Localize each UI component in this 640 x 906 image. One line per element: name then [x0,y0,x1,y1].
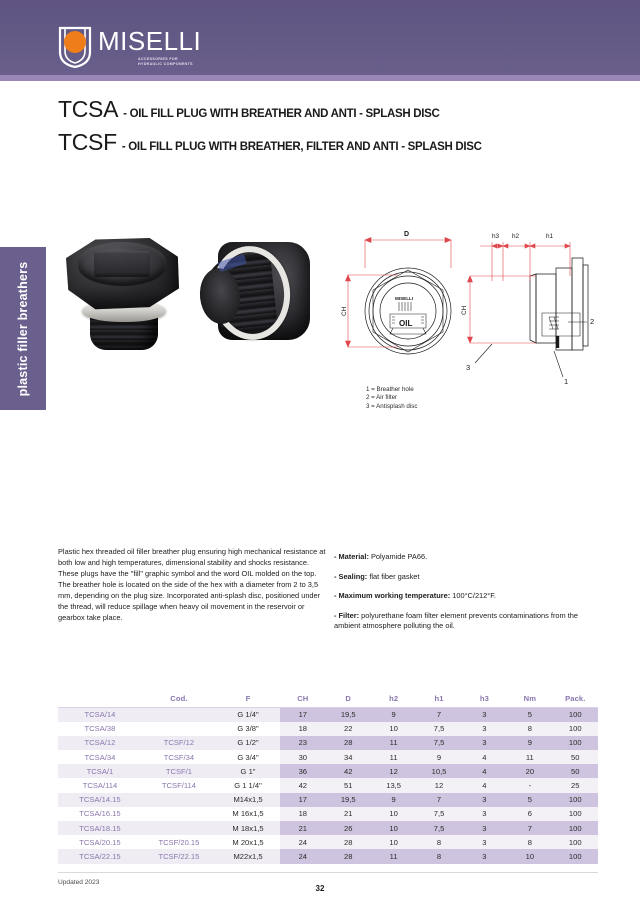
table-cell-d: 28 [326,736,371,750]
table-cell-d: 51 [326,778,371,792]
table-header-d: D [326,692,371,708]
drawing-dim-D: D [404,231,410,238]
table-cell-ch: 36 [280,764,325,778]
table-cell-f: M14x1,5 [216,793,280,807]
table-cell-cod2 [142,722,216,736]
table-cell-h3: 3 [462,722,507,736]
table-cell-pack: 100 [553,736,598,750]
logo-wordmark [98,26,201,67]
table-cell-pack: 100 [553,793,598,807]
drawing-callout-1: 1 [564,377,569,386]
spec-material-label: - Material: [334,552,369,561]
table-cell-d: 28 [326,849,371,863]
table-cell-h1: 7,5 [416,807,461,821]
footer-divider [58,872,598,873]
table-cell-h1: 8 [416,835,461,849]
table-cell-h2: 11 [371,849,416,863]
table-cell-ch: 18 [280,722,325,736]
table-cell-h2: 11 [371,736,416,750]
table-cell-f: G 1/4" [216,708,280,722]
table-cell-f: G 1/2" [216,736,280,750]
table-cell-cod2: TCSF/1 [142,764,216,778]
table-cell-nm: 7 [507,821,552,835]
table-cell-h1: 10,5 [416,764,461,778]
table-cell-h3: 3 [462,708,507,722]
legend-item-2: 2 = Air filter [366,394,398,402]
table-cell-cod1: TCSA/22.15 [58,849,142,863]
plug1-oil-emboss [94,251,150,277]
table-cell-f: M22x1,5 [216,849,280,863]
table-cell-d: 19,5 [326,708,371,722]
table-cell-h2: 10 [371,807,416,821]
footer-updated-label: Updated 2023 [58,879,100,886]
table-cell-pack: 100 [553,821,598,835]
product-code-tcsf: TCSF [58,129,117,155]
table-header-h2: h2 [371,692,416,708]
table-cell-h2: 10 [371,835,416,849]
drawing-cap-word: OIL [399,319,413,328]
table-cell-ch: 30 [280,750,325,764]
spec-material [334,552,596,563]
table-cell-cod2 [142,807,216,821]
spec-temperature [334,591,596,602]
dimensions-table-body [58,708,598,864]
logo-company-name: MISELLI [98,26,202,56]
table-header-ch: CH [280,692,325,708]
drawing-dim-CH-section: CH [461,305,468,315]
product-photo-hex-plug-angled [196,242,316,347]
spec-temperature-value: 100°C/212°F. [450,591,496,600]
product-photos [58,232,326,357]
table-cell-d: 42 [326,764,371,778]
table-row [58,750,598,764]
table-cell-f: G 3/4" [216,750,280,764]
table-cell-h1: 9 [416,750,461,764]
table-cell-d: 21 [326,807,371,821]
table-cell-nm: 20 [507,764,552,778]
table-cell-cod2 [142,708,216,722]
table-cell-h3: 3 [462,835,507,849]
table-cell-cod1: TCSA/12 [58,736,142,750]
table-cell-h1: 7 [416,708,461,722]
table-cell-cod1: TCSA/14.15 [58,793,142,807]
table-row [58,764,598,778]
table-cell-h3: 3 [462,821,507,835]
table-row [58,807,598,821]
table-row [58,821,598,835]
product-photo-hex-plug-top [64,238,182,350]
logo-tagline-line1: ACCESSORIES FOR [138,57,178,61]
table-cell-nm: 5 [507,708,552,722]
table-cell-f: M 20x1,5 [216,835,280,849]
table-cell-f: G 1 1/4" [216,778,280,792]
table-cell-nm: 6 [507,807,552,821]
drawing-dim-h3: h3 [492,233,500,240]
table-cell-d: 26 [326,821,371,835]
drawing-cap-brand: MISELLI [395,296,414,301]
table-cell-ch: 23 [280,736,325,750]
drawing-dim-CH-front: CH [341,306,348,316]
category-side-tab-label: plastic filler breathers [16,261,30,396]
table-cell-cod2 [142,821,216,835]
table-row [58,708,598,722]
footer-page-number: 32 [315,884,325,893]
category-side-tab [0,247,46,410]
table-cell-cod2: TCSF/114 [142,778,216,792]
drawing-callout-3: 3 [466,363,471,372]
table-cell-h1: 12 [416,778,461,792]
spec-sealing [334,572,596,583]
table-cell-nm: 5 [507,793,552,807]
table-cell-nm: 8 [507,835,552,849]
table-header-h1: h1 [416,692,461,708]
table-row [58,722,598,736]
table-cell-cod1: TCSA/1 [58,764,142,778]
table-cell-h1: 8 [416,849,461,863]
table-cell-h2: 10 [371,722,416,736]
table-cell-pack: 100 [553,807,598,821]
spec-filter-label: - Filter: [334,610,360,620]
table-row [58,793,598,807]
table-cell-d: 22 [326,722,371,736]
table-cell-d: 19,5 [326,793,371,807]
table-cell-cod1: TCSA/14 [58,708,142,722]
table-cell-pack: 50 [553,764,598,778]
table-cell-nm: 9 [507,736,552,750]
table-row [58,778,598,792]
dimensions-table-wrapper [58,692,598,864]
table-cell-cod2: TCSF/20.15 [142,835,216,849]
spec-temperature-label: - Maximum working temperature: [334,591,451,600]
table-cell-h2: 12 [371,764,416,778]
table-cell-f: G 1" [216,764,280,778]
table-cell-cod2: TCSF/12 [142,736,216,750]
table-cell-h2: 11 [371,750,416,764]
table-cell-h1: 7,5 [416,821,461,835]
table-cell-cod1: TCSA/34 [58,750,142,764]
company-logo [56,26,201,68]
product-title-tcsf [58,129,578,156]
logo-tagline-line2: HYDRAULIC COMPONENTS [138,62,193,66]
table-cell-h3: 3 [462,807,507,821]
legend-item-3: 3 = Antisplash disc [366,402,418,410]
table-cell-h2: 9 [371,793,416,807]
spec-sealing-label: - Sealing: [334,571,368,581]
miselli-logo-icon [56,26,94,68]
table-row [58,849,598,863]
product-specifications [334,552,596,632]
table-cell-ch: 17 [280,793,325,807]
table-cell-h3: 4 [462,778,507,792]
table-cell-pack: 25 [553,778,598,792]
table-cell-cod1: TCSA/38 [58,722,142,736]
table-header-nm: Nm [507,692,552,708]
table-row [58,835,598,849]
table-cell-h3: 3 [462,736,507,750]
table-cell-ch: 24 [280,835,325,849]
product-code-tcsa: TCSA [58,96,119,122]
table-cell-h3: 4 [462,750,507,764]
product-desc-tcsf: - OIL FILL PLUG WITH BREATHER, FILTER AND ANTI - SPLASH DISC [121,141,482,153]
table-cell-h2: 13,5 [371,778,416,792]
table-header-blank [58,692,142,708]
product-titles [58,96,578,156]
spec-filter [334,611,596,632]
table-cell-d: 28 [326,835,371,849]
table-header-h3: h3 [462,692,507,708]
table-cell-pack: 100 [553,835,598,849]
table-cell-nm: - [507,778,552,792]
table-cell-ch: 24 [280,849,325,863]
table-cell-h3: 3 [462,849,507,863]
legend-item-1: 1 = Breather hole [366,386,414,393]
table-cell-pack: 100 [553,722,598,736]
table-cell-pack: 50 [553,750,598,764]
table-cell-h2: 10 [371,821,416,835]
product-desc-tcsa: - OIL FILL PLUG WITH BREATHER AND ANTI - SPLASH DISC [123,108,440,120]
table-cell-h1: 7,5 [416,736,461,750]
table-cell-h1: 7 [416,793,461,807]
table-cell-ch: 18 [280,807,325,821]
drawing-dim-h2: h2 [512,233,520,240]
drawing-callout-2: 2 [590,317,595,326]
table-cell-cod2: TCSF/34 [142,750,216,764]
table-header-f: F [216,692,280,708]
drawing-dim-h1: h1 [546,233,554,240]
table-header-cod: Cod. [142,692,216,708]
table-cell-h3: 3 [462,793,507,807]
table-row [58,736,598,750]
table-cell-nm: 11 [507,750,552,764]
product-description: Plastic hex threaded oil filler breather plug ensuring high mechanical resistance at both low and high temperatures, dimensional stability and shocks resistance. These plugs have the "fill" graphic symbol and the word OIL molded on the top. The breather hole is located on the side of the hex with a diameter from 2 to 3,5 mm, depending on the plug size. Incorporated anti-splash disc, positioned under the thread, will reduce spillage when heavy oil movement in the reservoir or gearbox take place. [58,547,326,622]
table-cell-h1: 7,5 [416,722,461,736]
table-cell-h3: 4 [462,764,507,778]
table-cell-ch: 42 [280,778,325,792]
table-cell-f: G 3/8" [216,722,280,736]
table-cell-ch: 17 [280,708,325,722]
table-cell-cod1: TCSA/114 [58,778,142,792]
dimensions-table [58,692,598,864]
spec-sealing-value: flat fiber gasket [367,571,420,581]
table-cell-d: 34 [326,750,371,764]
drawing-legend [366,386,417,411]
table-cell-cod2: TCSF/22.15 [142,849,216,863]
table-header-pack: Pack. [553,692,598,708]
table-cell-pack: 100 [553,708,598,722]
table-cell-cod2 [142,793,216,807]
table-cell-h2: 9 [371,708,416,722]
table-cell-nm: 10 [507,849,552,863]
table-header-row [58,692,598,708]
table-cell-pack: 100 [553,849,598,863]
table-cell-cod1: TCSA/20.15 [58,835,142,849]
table-cell-f: M 18x1,5 [216,821,280,835]
table-cell-nm: 8 [507,722,552,736]
table-cell-ch: 21 [280,821,325,835]
table-cell-cod1: TCSA/16.15 [58,807,142,821]
spec-filter-value: polyurethane foam filter element prevents contaminations from the ambient atmosphere polluting the oil. [334,610,579,630]
spec-material-value: Polyamide PA66. [368,552,428,561]
table-cell-cod1: TCSA/18.15 [58,821,142,835]
product-title-tcsa [58,96,578,123]
table-cell-f: M 16x1,5 [216,807,280,821]
header-accent-strip [0,75,640,81]
